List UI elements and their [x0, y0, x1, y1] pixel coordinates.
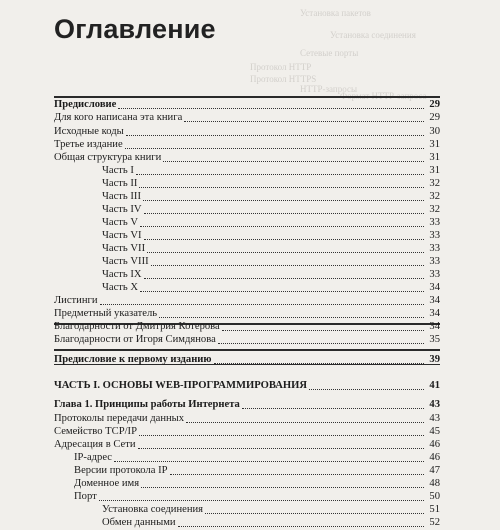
leader-dots: [170, 473, 425, 475]
toc-entry-label: Исходные коды: [54, 126, 124, 137]
toc-entry-label: Глава 1. Принципы работы Интернета: [54, 399, 240, 410]
toc-entry[interactable]: [54, 353, 440, 367]
toc-entry-page: 33: [429, 256, 440, 267]
show-through-text: Установка соединения: [330, 30, 416, 40]
toc-entry-page: 46: [429, 452, 440, 463]
toc-entry-page: 43: [429, 399, 440, 410]
toc-entry[interactable]: [54, 503, 440, 517]
leader-dots: [141, 486, 424, 488]
toc-entry[interactable]: [54, 125, 440, 139]
toc-entry-page: 47: [429, 465, 440, 476]
toc-entry-page: 31: [429, 165, 440, 176]
leader-dots: [143, 199, 424, 201]
toc-entry-page: 33: [429, 269, 440, 280]
leader-dots: [126, 134, 424, 136]
show-through-text: Сетевые порты: [300, 48, 359, 58]
toc-entry-label: Листинги: [54, 295, 98, 306]
toc-entry[interactable]: [54, 320, 440, 334]
leader-dots: [186, 421, 424, 423]
toc-entry-label: Часть IV: [102, 204, 142, 215]
toc-entry-label: Часть I: [102, 165, 134, 176]
toc-entry[interactable]: [54, 294, 440, 308]
toc-entry-label: Семейство TCP/IP: [54, 426, 137, 437]
toc-entry-label: Для кого написана эта книга: [54, 112, 183, 123]
toc-entry[interactable]: [54, 438, 440, 452]
toc-entry-page: 32: [429, 178, 440, 189]
toc-entry-label: Версии протокола IP: [74, 465, 168, 476]
toc-entry-page: 31: [429, 152, 440, 163]
toc-entry-page: 31: [429, 139, 440, 150]
toc-entry[interactable]: [54, 190, 440, 204]
toc-entry-label: Часть III: [102, 191, 141, 202]
leader-dots: [100, 303, 424, 305]
toc-entry-label: Протоколы передачи данных: [54, 413, 185, 424]
leader-dots: [118, 107, 424, 109]
leader-dots: [151, 264, 424, 266]
leader-dots: [138, 447, 424, 449]
show-through-text: HTTP-запросы: [300, 84, 358, 94]
toc-entry[interactable]: [54, 307, 440, 321]
leader-dots: [114, 460, 424, 462]
toc-entry[interactable]: [54, 216, 440, 230]
toc-entry[interactable]: [54, 477, 440, 491]
toc-entry[interactable]: [54, 138, 440, 152]
leader-dots: [205, 512, 424, 514]
toc-entry-page: 34: [429, 321, 440, 332]
toc-entry[interactable]: [54, 333, 440, 347]
toc-entry-page: 43: [429, 413, 440, 424]
toc-entry-label: Часть VIII: [102, 256, 149, 267]
toc-entry-label: Доменное имя: [74, 478, 140, 489]
leader-dots: [159, 316, 424, 318]
toc-entry[interactable]: [54, 464, 440, 478]
toc-entry-page: 45: [429, 426, 440, 437]
leader-dots: [184, 120, 424, 122]
toc-entry[interactable]: [54, 98, 440, 112]
leader-dots: [139, 186, 424, 188]
show-through-text: Протокол HTTP: [250, 62, 312, 72]
leader-dots: [242, 407, 424, 409]
toc-entry-page: 35: [429, 334, 440, 345]
toc-entry-label: Обмен данными: [102, 517, 176, 528]
leader-dots: [144, 212, 424, 214]
leader-dots: [144, 238, 424, 240]
toc-entry-page: 51: [429, 504, 440, 515]
toc-entry-label: Часть V: [102, 217, 139, 228]
toc-entry-label: Благодарности от Игоря Симдянова: [54, 334, 216, 345]
leader-dots: [140, 290, 424, 292]
toc-entry[interactable]: [54, 177, 440, 191]
toc-entry-page: 29: [429, 99, 440, 110]
toc-entry-page: 33: [429, 243, 440, 254]
toc-entry-label: Часть VI: [102, 230, 142, 241]
leader-dots: [99, 499, 424, 501]
toc-entry[interactable]: [54, 164, 440, 178]
toc-entry[interactable]: [54, 379, 440, 393]
toc-entry-label: Благодарности от Дмитрия Котерова: [54, 321, 220, 332]
toc-entry-label: Предисловие: [54, 99, 117, 110]
toc-entry-page: 41: [429, 380, 440, 391]
section-divider: [54, 349, 440, 351]
toc-entry-page: 34: [429, 308, 440, 319]
toc-entry[interactable]: [54, 242, 440, 256]
toc-entry-page: 33: [429, 230, 440, 241]
toc-entry[interactable]: [54, 255, 440, 269]
toc-entry-label: Предметный указатель: [54, 308, 158, 319]
toc-entry[interactable]: [54, 268, 440, 282]
toc-entry[interactable]: [54, 490, 440, 504]
leader-dots: [147, 251, 424, 253]
toc-entry-page: 32: [429, 191, 440, 202]
toc-entry-label: Предисловие к первому изданию: [54, 354, 212, 365]
toc-entry[interactable]: [54, 451, 440, 465]
toc-entry-label: Установка соединения: [102, 504, 204, 515]
toc-entry-label: Порт: [74, 491, 97, 502]
toc-entry[interactable]: [54, 425, 440, 439]
toc-entry-page: 39: [429, 354, 440, 365]
show-through-text: Протокол HTTPS: [250, 74, 317, 84]
page-title: Оглавление: [54, 14, 216, 44]
toc-entry-label: Адресация в Сети: [54, 439, 136, 450]
toc-entry-page: 50: [429, 491, 440, 502]
show-through-text: Установка пакетов: [300, 8, 371, 18]
toc-entry-page: 48: [429, 478, 440, 489]
toc-entry-page: 30: [429, 126, 440, 137]
toc-entry-label: Часть IX: [102, 269, 142, 280]
toc-entry-page: 34: [429, 295, 440, 306]
toc-entry[interactable]: [54, 229, 440, 243]
toc-entry-label: Часть VII: [102, 243, 146, 254]
toc-entry[interactable]: [54, 516, 440, 530]
toc-entry-page: 34: [429, 282, 440, 293]
leader-dots: [222, 329, 424, 331]
toc-entry-page: 33: [429, 217, 440, 228]
toc-entry-page: 52: [429, 517, 440, 528]
leader-dots: [163, 160, 424, 162]
toc-entry-label: Общая структура книги: [54, 152, 162, 163]
leader-dots: [136, 173, 424, 175]
toc-entry-label: ЧАСТЬ I. ОСНОВЫ WEB-ПРОГРАММИРОВАНИЯ: [54, 380, 308, 391]
toc-entry[interactable]: [54, 111, 440, 125]
toc-entry-label: IP-адрес: [74, 452, 113, 463]
toc-entry-label: Часть II: [102, 178, 138, 189]
toc-entry[interactable]: [54, 412, 440, 426]
toc-entry-label: Третье издание: [54, 139, 123, 150]
leader-dots: [178, 525, 424, 527]
leader-dots: [214, 362, 425, 364]
toc-entry-page: 29: [429, 112, 440, 123]
leader-dots: [139, 434, 424, 436]
toc-entry-page: 32: [429, 204, 440, 215]
toc-entry-label: Часть X: [102, 282, 139, 293]
toc-entry[interactable]: [54, 203, 440, 217]
leader-dots: [140, 225, 424, 227]
leader-dots: [218, 342, 424, 344]
leader-dots: [309, 388, 424, 390]
toc-entry-page: 46: [429, 439, 440, 450]
toc-entry[interactable]: [54, 281, 440, 295]
toc-entry[interactable]: [54, 151, 440, 165]
leader-dots: [144, 277, 424, 279]
leader-dots: [125, 147, 424, 149]
toc-entry[interactable]: [54, 398, 440, 412]
